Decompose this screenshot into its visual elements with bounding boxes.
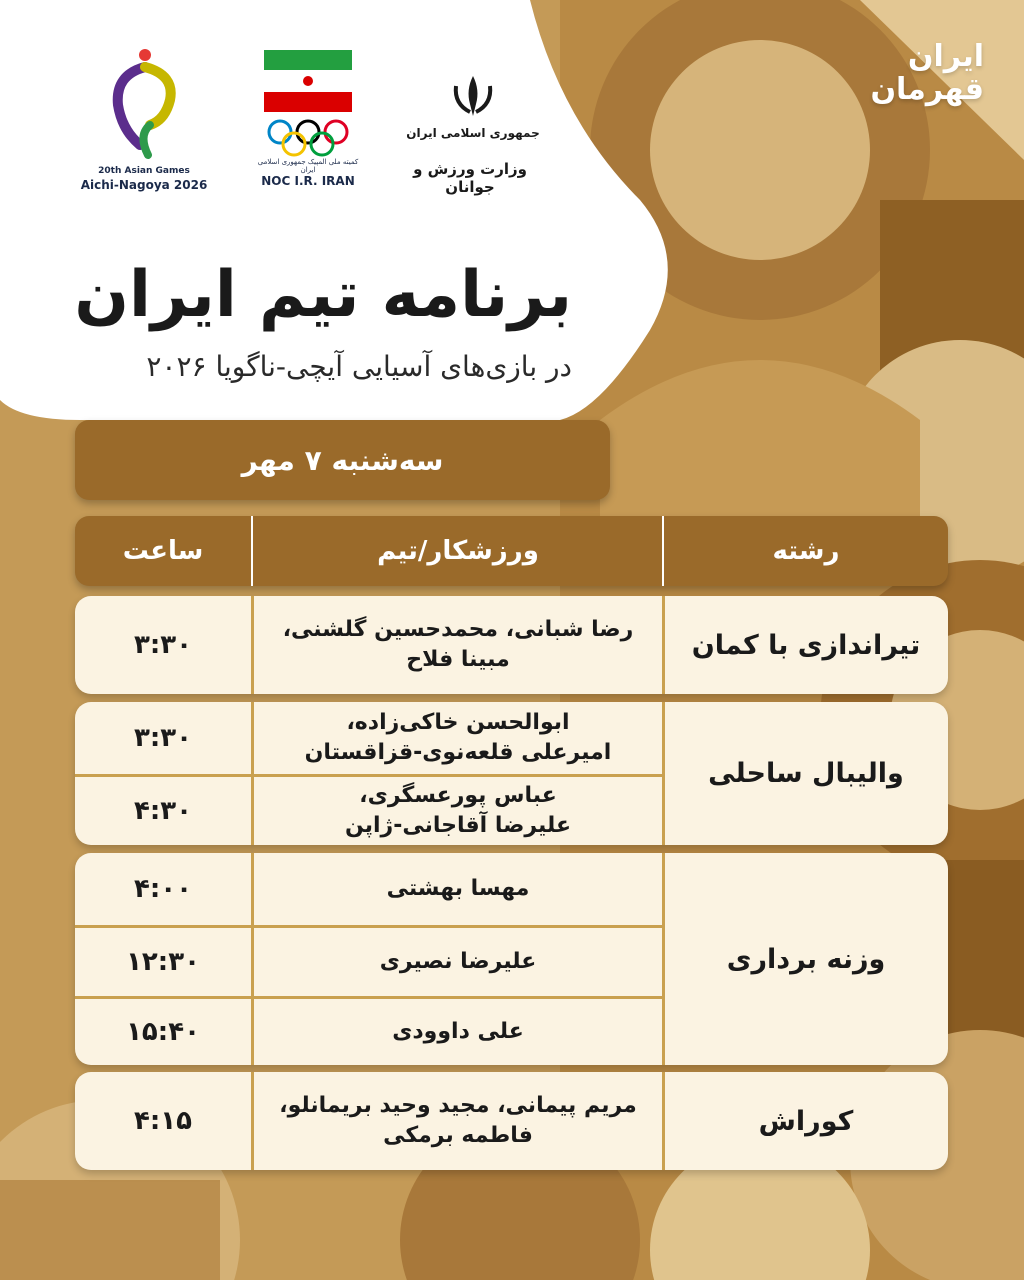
athlete-line: علیرضا آقاجانی-ژاپن [344,813,572,838]
olympic-rings-icon [264,118,352,158]
noc-caption: کمیته ملی المپیک جمهوری اسلامی ایران [257,158,359,174]
group-archery [75,596,948,694]
page-title: برنامه تیم ایران [74,258,572,332]
athlete-line: فاطمه برمکی [383,1123,533,1148]
emblem-icon [448,72,498,122]
athlete-line: ابوالحسن خاکی‌زاده، [346,710,570,736]
group-weightlifting [75,853,948,1065]
athlete-cell [253,777,663,845]
athlete-cell [253,702,663,774]
athlete-line: عباس پورعسگری، [359,783,557,809]
table-header [75,516,948,586]
time-cell: ۱۵:۴۰ [126,1017,200,1047]
athlete-cell [253,853,663,925]
time-cell: ۳:۳۰ [133,723,192,753]
ministry-line2: وزارت ورزش و جوانان [413,160,527,196]
asian-games-line1: 20th Asian Games [98,166,190,176]
brand-logo [854,40,984,130]
athlete-cell [253,596,663,694]
sport-label: والیبال ساحلی [708,758,904,789]
noc-name: NOC I.R. IRAN [261,174,355,188]
athlete-line: رضا شبانی، محمدحسین گلشنی، [282,617,634,643]
time-cell: ۳:۳۰ [133,630,192,660]
athlete-line: علی داوودی [392,1019,524,1045]
athlete-cell [253,1072,663,1170]
sport-label: وزنه برداری [726,943,886,975]
sport-label: تیراندازی با کمان [691,629,921,661]
iran-flag-icon [264,50,352,112]
time-cell: ۴:۳۰ [133,796,192,826]
header-time: ساعت [122,536,204,566]
date-banner: سه‌شنبه ۷ مهر [75,420,610,500]
group-beach-volleyball [75,702,948,845]
athlete-cell [253,928,663,996]
brand-text: ایران قهرمان [870,39,984,107]
athlete-line: علیرضا نصیری [379,949,537,975]
athlete-line: امیرعلی قلعه‌نوی-قزاقستان [304,740,612,765]
group-kurash [75,1072,948,1170]
page-subtitle: در بازی‌های آسیایی آیچی-ناگویا ۲۰۲۶ [146,350,572,383]
time-cell: ۴:۰۰ [133,874,192,904]
athlete-line: مبینا فلاح [406,647,510,672]
athlete-cell [253,999,663,1065]
header-divider [251,516,253,586]
asian-games-line2: Aichi-Nagoya 2026 [80,178,208,192]
asian-games-logo-icon [100,45,190,165]
athlete-line: مهسا بهشتی [386,876,530,902]
athlete-line: مریم پیمانی، مجید وحید بریمانلو، [279,1093,637,1119]
sport-label: کوراش [758,1105,854,1137]
header-athlete: ورزشکار/تیم [377,536,539,566]
ministry-line1: جمهوری اسلامی ایران [406,126,540,140]
time-cell: ۱۲:۳۰ [126,947,200,977]
time-cell: ۴:۱۵ [133,1106,192,1136]
header-sport: رشته [772,536,840,566]
